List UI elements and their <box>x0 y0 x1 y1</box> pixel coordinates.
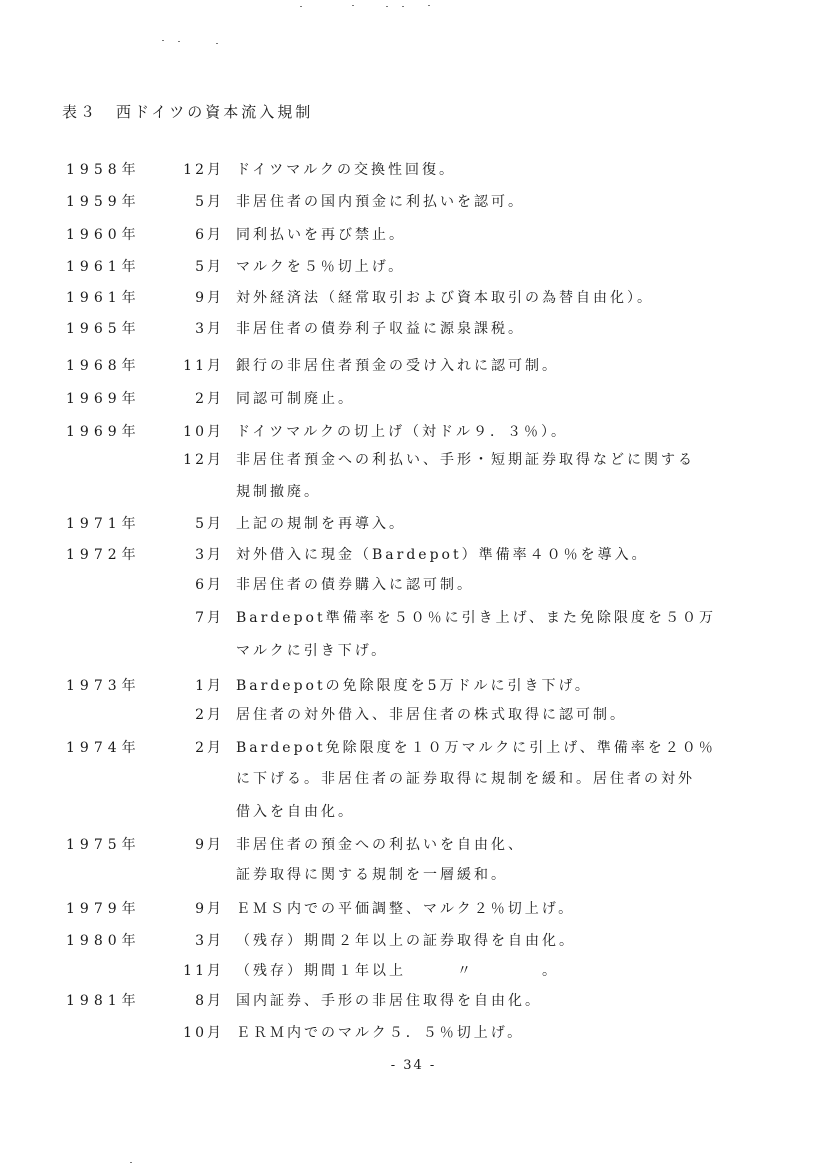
entry-text-continuation: 借入を自由化。 <box>236 804 355 820</box>
timeline-row <box>0 316 827 342</box>
entry-text: 同認可制廃止。 <box>236 391 355 407</box>
entry-text: 非居住者の債券利子収益に源泉課税。 <box>236 321 525 337</box>
entry-text: ドイツマルクの切上げ（対ドル９．３％）。 <box>236 424 569 440</box>
entry-month: 3月 <box>195 547 224 563</box>
entry-year: 1973年 <box>66 678 141 694</box>
entry-year: 1965年 <box>66 321 141 337</box>
scan-speck <box>178 41 180 42</box>
entry-month: 12月 <box>183 452 224 468</box>
timeline-row <box>0 928 827 954</box>
entry-text: （残存）期間１年以上 〃 。 <box>236 963 559 979</box>
page-number: - 34 - <box>390 1058 437 1073</box>
entry-year: 1958年 <box>66 162 141 178</box>
scan-speck <box>352 5 354 6</box>
entry-month: 2月 <box>195 740 224 756</box>
entry-year: 1975年 <box>66 837 141 853</box>
entry-month: 8月 <box>195 993 224 1009</box>
entry-month: 10月 <box>183 1025 224 1041</box>
entry-year: 1969年 <box>66 391 141 407</box>
timeline-row <box>0 702 827 728</box>
entry-text: Bardepot準備率を５０％に引き上げ、また免除限度を５０万 <box>236 610 717 626</box>
entry-text: Bardepotの免除限度を5万ドルに引き下げ。 <box>236 678 592 694</box>
scan-speck <box>300 6 302 7</box>
entry-text: 上記の規制を再導入。 <box>236 516 406 532</box>
timeline-row <box>0 353 827 379</box>
timeline-row <box>0 572 827 598</box>
entry-month: 9月 <box>195 901 224 917</box>
timeline-row <box>0 896 827 922</box>
entry-month: 6月 <box>195 227 224 243</box>
entry-text-continuation: に下げる。非居住者の証券取得に規制を緩和。居住者の対外 <box>236 771 695 787</box>
table-title: 表３ 西ドイツの資本流入規制 <box>62 103 314 121</box>
entry-month: 2月 <box>195 391 224 407</box>
entry-month: 10月 <box>183 424 224 440</box>
entry-month: 12月 <box>183 162 224 178</box>
scan-speck <box>386 6 388 7</box>
entry-year: 1972年 <box>66 547 141 563</box>
entry-month: 5月 <box>195 194 224 210</box>
entry-month: 9月 <box>195 837 224 853</box>
timeline-row <box>0 511 827 537</box>
entry-text-continuation: マルクに引き下げ。 <box>236 643 389 659</box>
entry-month: 7月 <box>195 610 224 626</box>
entry-year: 1981年 <box>66 993 141 1009</box>
entry-year: 1959年 <box>66 194 141 210</box>
entry-month: 1月 <box>195 678 224 694</box>
entry-text: 銀行の非居住者預金の受け入れに認可制。 <box>236 358 559 374</box>
entry-text: 非居住者預金への利払い、手形・短期証券取得などに関する <box>236 452 695 468</box>
timeline-row <box>0 157 827 183</box>
entry-year: 1969年 <box>66 424 141 440</box>
entry-year: 1960年 <box>66 227 141 243</box>
entry-text: 対外借入に現金（Bardepot）準備率４０％を導入。 <box>236 547 649 563</box>
timeline-row <box>0 832 827 858</box>
entry-text: ＥＭＳ内での平価調整、マルク２％切上げ。 <box>236 901 576 917</box>
scan-speck <box>402 6 404 7</box>
timeline-row <box>0 189 827 215</box>
entry-year: 1961年 <box>66 259 141 275</box>
entry-text: （残存）期間２年以上の証券取得を自由化。 <box>236 933 576 949</box>
entry-year: 1974年 <box>66 740 141 756</box>
scan-speck <box>130 1162 132 1163</box>
timeline-row <box>0 988 827 1014</box>
timeline-row <box>0 386 827 412</box>
entry-year: 1980年 <box>66 933 141 949</box>
entry-year: 1968年 <box>66 358 141 374</box>
entry-month: 11月 <box>183 358 224 374</box>
entry-month: 3月 <box>195 321 224 337</box>
entry-month: 5月 <box>195 259 224 275</box>
entry-text: 同利払いを再び禁止。 <box>236 227 406 243</box>
entry-text: 対外経済法（経常取引および資本取引の為替自由化）。 <box>236 290 654 306</box>
timeline-row <box>0 605 827 631</box>
entry-month: 11月 <box>183 963 224 979</box>
entry-text: 国内証券、手形の非居住取得を自由化。 <box>236 993 542 1009</box>
entry-text: 非居住者の債券購入に認可制。 <box>236 577 474 593</box>
entry-text-continuation: 規制撤廃。 <box>236 484 321 500</box>
timeline-row <box>0 222 827 248</box>
entry-text: ドイツマルクの交換性回復。 <box>236 162 457 178</box>
timeline-row <box>0 285 827 311</box>
scan-speck <box>428 5 430 6</box>
entry-year: 1979年 <box>66 901 141 917</box>
entry-text: 居住者の対外借入、非居住者の株式取得に認可制。 <box>236 707 627 723</box>
entry-text: 非居住者の預金への利払いを自由化、 <box>236 837 525 853</box>
entry-text: 非居住者の国内預金に利払いを認可。 <box>236 194 525 210</box>
entry-text: ＥＲＭ内でのマルク５．５％切上げ。 <box>236 1025 525 1041</box>
entry-year: 1971年 <box>66 516 141 532</box>
entry-year: 1961年 <box>66 290 141 306</box>
entry-month: 5月 <box>195 516 224 532</box>
timeline-row <box>0 673 827 699</box>
entry-month: 6月 <box>195 577 224 593</box>
entry-month: 9月 <box>195 290 224 306</box>
scan-speck <box>216 43 218 44</box>
timeline-row <box>0 735 827 761</box>
entry-text-continuation: 証券取得に関する規制を一層緩和。 <box>236 867 508 883</box>
timeline-row <box>0 542 827 568</box>
entry-month: 2月 <box>195 707 224 723</box>
timeline-row <box>0 447 827 473</box>
scan-speck <box>162 40 164 41</box>
timeline-row <box>0 419 827 445</box>
entry-text: Bardepot免除限度を１０万マルクに引上げ、準備率を２０％ <box>236 740 716 756</box>
timeline-row <box>0 254 827 280</box>
entry-text: マルクを５％切上げ。 <box>236 259 406 275</box>
timeline-row <box>0 958 827 984</box>
entry-month: 3月 <box>195 933 224 949</box>
timeline-row <box>0 1020 827 1046</box>
